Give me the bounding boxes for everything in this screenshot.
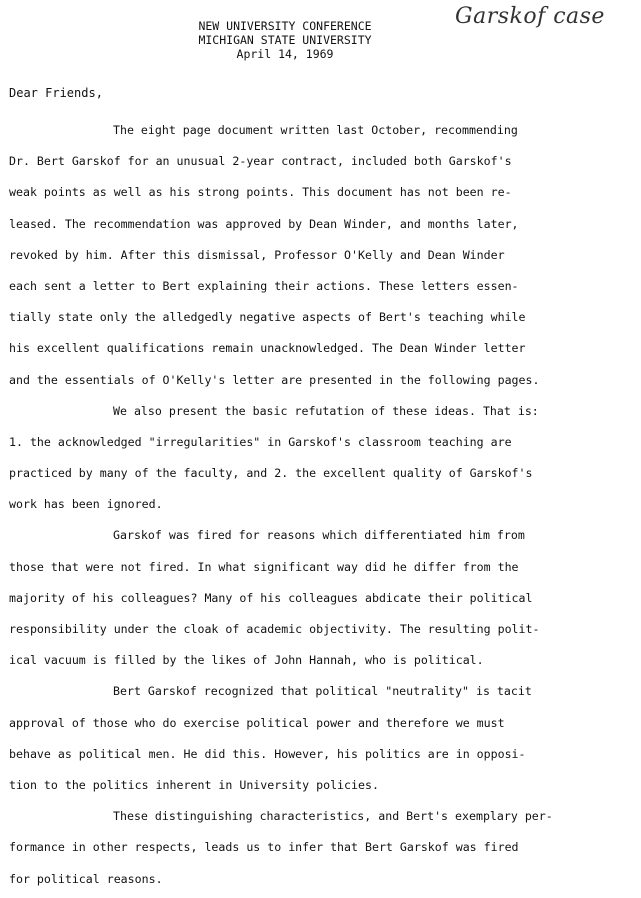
text-line: These distinguishing characteristics, and Bert's exemplary per-: [113, 809, 553, 824]
paragraph: [9, 801, 639, 895]
paragraph: [9, 520, 639, 676]
paragraph: [9, 396, 639, 521]
letter-date: April 14, 1969: [236, 47, 334, 61]
text-line: formance in other respects, leads us to infer that Bert Garskof was fired: [9, 840, 519, 855]
text-line: and the essentials of O'Kelly's letter are presented in the following pages.: [9, 372, 540, 387]
text-line: those that were not fired. In what significant way did he differ from the: [9, 559, 519, 574]
salutation: Dear Friends,: [9, 86, 103, 100]
text-line: leased. The recommendation was approved by Dean Winder, and months later,: [9, 216, 519, 231]
paragraph: [9, 115, 639, 396]
text-line: tion to the politics inherent in University policies.: [9, 777, 379, 792]
letterhead: [140, 19, 430, 61]
text-line: responsibility under the cloak of academic objectivity. The resulting polit-: [9, 622, 540, 636]
text-line: work has been ignored.: [9, 497, 163, 512]
organization-name: NEW UNIVERSITY CONFERENCE: [198, 19, 372, 33]
text-line: The eight page document written last October, recommending: [113, 123, 518, 137]
text-line: Garskof was fired for reasons which differentiated him from: [113, 528, 525, 543]
letter-body: [9, 115, 639, 895]
text-line: ical vacuum is filled by the likes of John Hannah, who is political.: [9, 653, 484, 668]
text-line: practiced by many of the faculty, and 2. the excellent quality of Garskof's: [9, 466, 533, 481]
text-line: Bert Garskof recognized that political "neutrality" is tacit: [113, 684, 532, 699]
text-line: tially state only the alledgedly negative aspects of Bert's teaching while: [9, 310, 526, 325]
text-line: each sent a letter to Bert explaining their actions. These letters essen-: [9, 278, 519, 293]
text-line: weak points as well as his strong points. This document has not been re-: [9, 185, 512, 200]
text-line: for political reasons.: [9, 871, 163, 886]
text-line: 1. the acknowledged "irregularities" in Garskof's classroom teaching are: [9, 434, 512, 449]
text-line: We also present the basic refutation of these ideas. That is:: [113, 403, 539, 418]
text-line: Dr. Bert Garskof for an unusual 2-year contract, included both Garskof's: [9, 154, 512, 169]
text-line: behave as political men. He did this. However, his politics are in opposi-: [9, 746, 526, 761]
handwritten-annotation: Garskof case: [455, 4, 605, 29]
text-line: majority of his colleagues? Many of his colleagues abdicate their political: [9, 590, 533, 605]
text-line: revoked by him. After this dismissal, Professor O'Kelly and Dean Winder: [9, 247, 505, 262]
paragraph: [9, 676, 639, 801]
university-name: MICHIGAN STATE UNIVERSITY: [198, 33, 372, 47]
text-line: approval of those who do exercise political power and therefore we must: [9, 715, 505, 730]
text-line: his excellent qualifications remain unacknowledged. The Dean Winder letter: [9, 341, 526, 356]
